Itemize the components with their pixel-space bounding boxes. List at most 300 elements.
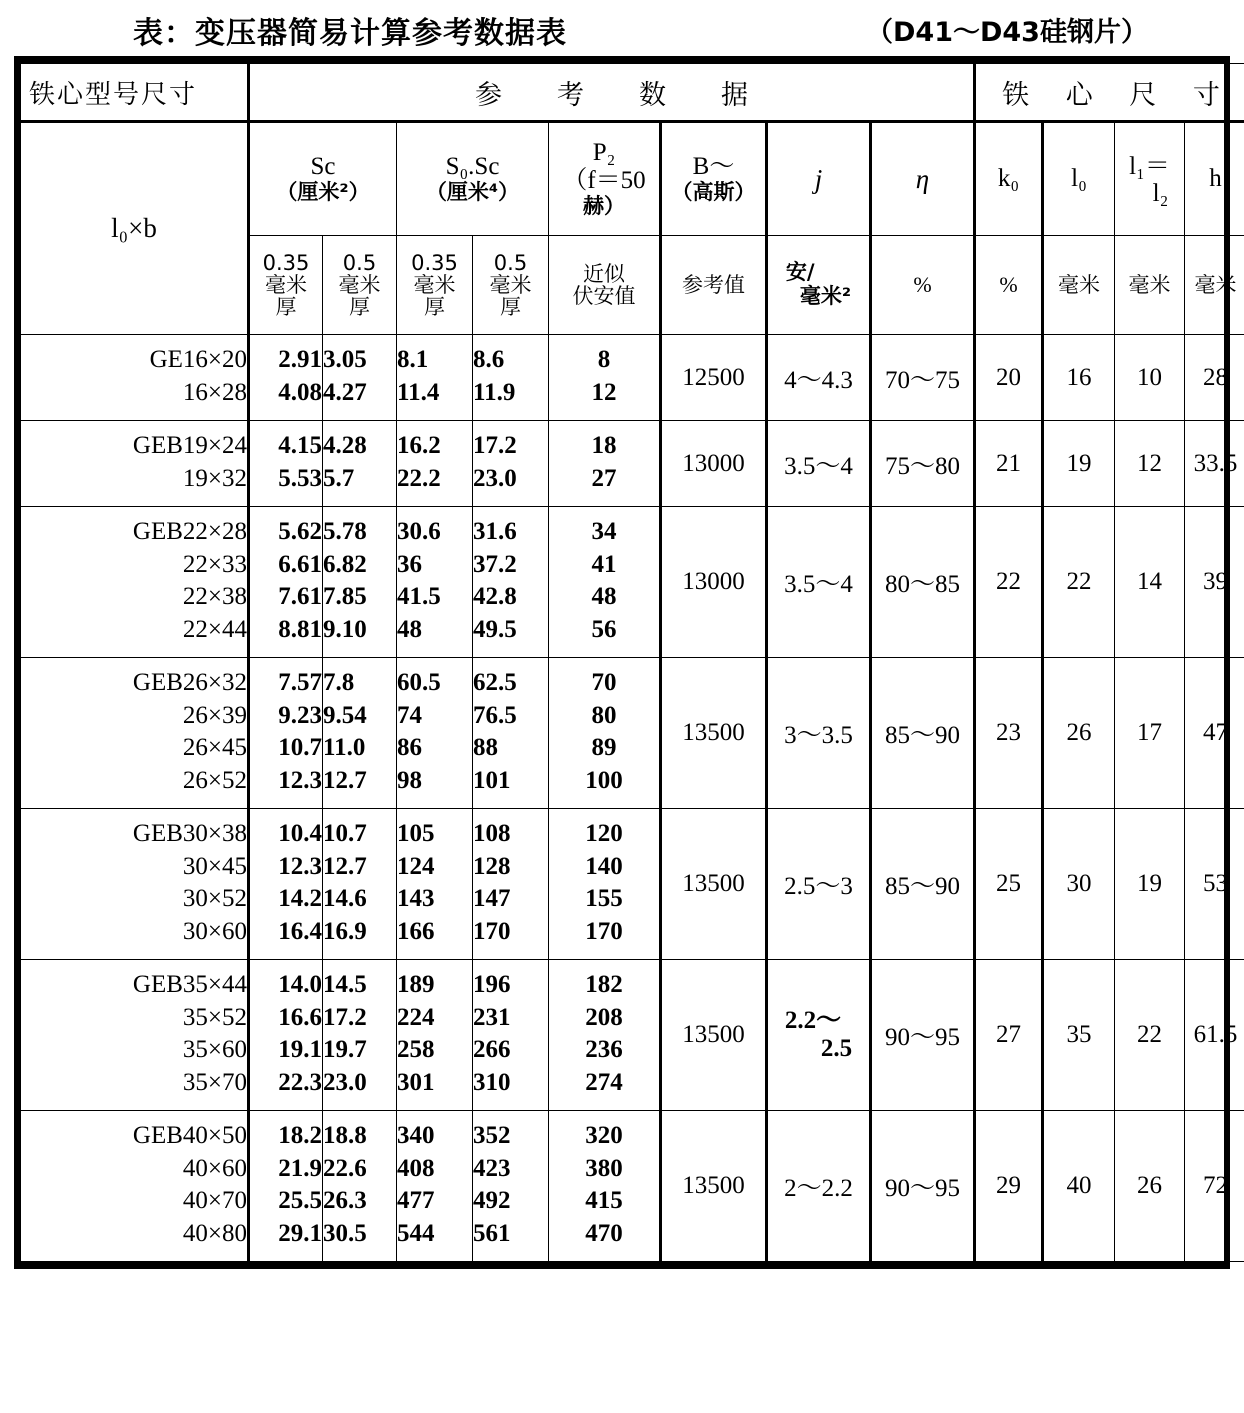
cell-h-dimension: 72	[1185, 1111, 1244, 1262]
cell-s0sc-035	[397, 335, 473, 421]
header-b-flux	[661, 122, 767, 236]
cell-s0sc-05	[473, 809, 549, 960]
table-body	[21, 335, 1244, 1262]
header-symbol-row	[21, 122, 1244, 236]
cell-sc-035-line: 6.61	[278, 550, 322, 578]
header-l1l2-unit: 毫米	[1115, 236, 1185, 335]
cell-p2-va-line: 170	[585, 917, 623, 945]
cell-sc-05-line: 7.85	[323, 583, 367, 610]
cell-sc-05-line: 22.6	[323, 1154, 367, 1182]
cell-model-designation	[21, 809, 249, 960]
table-row	[21, 421, 1244, 507]
cell-sc-035-line: 18.2	[278, 1122, 322, 1149]
cell-sc-035-line: 14.0	[278, 971, 322, 998]
cell-j-current-density: 2～2.2	[767, 1111, 871, 1262]
cell-s0sc-05-line: 76.5	[473, 701, 517, 729]
cell-sc-035-line: 29.1	[278, 1219, 322, 1247]
cell-model-designation	[21, 421, 249, 507]
cell-sc-035-line: 5.53	[278, 464, 322, 492]
cell-l1l2-dimension: 22	[1115, 960, 1185, 1111]
header-eta-efficiency	[871, 122, 975, 236]
cell-l1l2-dimension: 12	[1115, 421, 1185, 507]
cell-sc-05-line: 17.2	[323, 1003, 367, 1031]
header-l0-unit: 毫米	[1043, 236, 1115, 335]
cell-l1l2-dimension: 19	[1115, 809, 1185, 960]
cell-s0sc-035-line: 166	[397, 917, 435, 945]
cell-sc-05-line: 7.8	[323, 669, 355, 696]
cell-sc-035-line: 5.62	[278, 518, 322, 545]
cell-j-current-density: 3.5～4	[767, 421, 871, 507]
cell-l0-dimension: 22	[1043, 507, 1115, 658]
cell-sc-05-line: 19.7	[323, 1036, 367, 1063]
cell-sc-05-line: 30.5	[323, 1219, 367, 1247]
table-row	[21, 809, 1244, 960]
header-s0sc-symbol: S₀.Sc	[445, 153, 500, 181]
header-b-unit: 参考值	[661, 236, 767, 335]
cell-sc-035-line: 10.4	[278, 820, 322, 847]
cell-s0sc-05-line: 196	[473, 971, 511, 998]
model-label: 16×28	[182, 378, 247, 406]
cell-p2-va	[549, 809, 661, 960]
cell-s0sc-05-line: 101	[473, 766, 511, 794]
cell-s0sc-05	[473, 960, 549, 1111]
header-s0sc	[397, 122, 549, 236]
table-row	[21, 960, 1244, 1111]
cell-s0sc-035-line: 301	[397, 1068, 435, 1096]
cell-p2-va-line: 34	[591, 518, 617, 545]
model-label: 26×45	[182, 734, 247, 761]
cell-s0sc-035-line: 11.4	[397, 378, 440, 406]
header-l0-symbol: l₀	[1071, 165, 1087, 192]
header-s0sc-unit: （厘米⁴）	[425, 180, 520, 205]
cell-model-designation	[21, 335, 249, 421]
cell-model-designation	[21, 960, 249, 1111]
header-sc-05-unit: 毫米	[338, 272, 381, 297]
model-label: 22×38	[182, 583, 247, 610]
cell-s0sc-035	[397, 1111, 473, 1262]
cell-s0sc-05	[473, 421, 549, 507]
cell-sc-035	[249, 658, 323, 809]
cell-s0sc-05-line: 492	[473, 1187, 511, 1214]
header-b-unit-gauss: （高斯）	[671, 180, 756, 205]
cell-p2-va	[549, 507, 661, 658]
cell-sc-035-line: 22.3	[278, 1068, 322, 1096]
cell-sc-035-line: 12.3	[278, 766, 322, 794]
cell-s0sc-05-line: 49.5	[473, 615, 517, 643]
cell-b-flux-density: 13000	[661, 421, 767, 507]
title-bar	[0, 0, 1244, 56]
cell-k0-fill-factor: 20	[975, 335, 1043, 421]
cell-p2-va-line: 70	[591, 669, 617, 696]
model-label: GEB22×28	[132, 518, 247, 545]
header-j-current-density	[767, 122, 871, 236]
header-h-symbol: h	[1209, 165, 1222, 192]
header-p2-unit-line2: 伏安值	[572, 284, 636, 308]
header-sc-05-thick-label: 厚	[349, 295, 370, 320]
header-l1l2-dim	[1115, 122, 1185, 236]
cell-p2-va-line: 274	[585, 1068, 623, 1096]
header-k0-fill-factor	[975, 122, 1043, 236]
cell-s0sc-05-line: 108	[473, 820, 511, 847]
cell-j-current-density: 2.5～3	[767, 809, 871, 960]
cell-s0sc-035-line: 22.2	[397, 464, 441, 492]
cell-p2-va-line: 8	[597, 346, 611, 373]
title-subtitle-material: （D41～D43硅钢片）	[866, 17, 1148, 48]
cell-s0sc-035-line: 258	[397, 1036, 435, 1063]
cell-k0-fill-factor: 23	[975, 658, 1043, 809]
header-corner-label: 铁心型号尺寸	[21, 64, 249, 122]
cell-j-current-density-line2: 2.5	[820, 1035, 853, 1062]
cell-sc-035-line: 14.2	[278, 885, 322, 912]
cell-sc-05-line: 26.3	[323, 1187, 367, 1214]
cell-sc-035-line: 10.7	[278, 734, 322, 761]
cell-p2-va	[549, 335, 661, 421]
cell-sc-05-line: 23.0	[323, 1068, 367, 1096]
cell-l1l2-dimension: 17	[1115, 658, 1185, 809]
model-label: 30×52	[182, 885, 247, 912]
cell-p2-va	[549, 960, 661, 1111]
table-row	[21, 658, 1244, 809]
cell-l0-dimension: 19	[1043, 421, 1115, 507]
cell-j-current-density-line1: 2.2～	[784, 1007, 842, 1034]
cell-sc-05-line: 12.7	[323, 852, 367, 880]
header-group-row	[21, 64, 1244, 122]
model-label: 35×60	[182, 1036, 247, 1063]
cell-sc-05	[323, 335, 397, 421]
cell-sc-035-line: 9.23	[278, 701, 322, 729]
cell-p2-va-line: 27	[591, 464, 617, 492]
cell-s0sc-05-line: 11.9	[473, 378, 516, 406]
header-sc-05-value: 0.5	[342, 250, 377, 275]
cell-sc-05-line: 3.05	[323, 346, 367, 373]
cell-sc-05-line: 16.9	[323, 917, 367, 945]
cell-s0sc-035-line: 477	[397, 1187, 435, 1214]
cell-sc-035-line: 16.6	[278, 1003, 322, 1031]
header-s0sc-05-value: 0.5	[493, 250, 528, 275]
cell-s0sc-05-line: 8.6	[473, 346, 505, 373]
cell-s0sc-035	[397, 421, 473, 507]
cell-b-flux-density: 13500	[661, 960, 767, 1111]
cell-h-dimension: 28	[1185, 335, 1244, 421]
cell-s0sc-035-line: 60.5	[397, 669, 441, 696]
cell-l0-dimension: 26	[1043, 658, 1115, 809]
model-label: 26×52	[182, 766, 247, 794]
model-label: 30×45	[182, 852, 247, 880]
cell-k0-fill-factor: 27	[975, 960, 1043, 1111]
model-label: GEB19×24	[132, 432, 247, 459]
cell-l0-dimension: 35	[1043, 960, 1115, 1111]
cell-model-designation	[21, 658, 249, 809]
model-label: 40×70	[182, 1187, 247, 1214]
cell-s0sc-05	[473, 507, 549, 658]
cell-s0sc-035-line: 105	[397, 820, 435, 847]
header-s0sc-035-thick-label: 厚	[424, 295, 445, 320]
header-sc-unit: （厘米²）	[276, 180, 370, 205]
cell-s0sc-05-line: 310	[473, 1068, 511, 1096]
header-s0sc-05-thick-label: 厚	[500, 295, 521, 320]
table-row	[21, 507, 1244, 658]
cell-p2-va-line: 89	[591, 734, 617, 761]
header-l1-symbol: l₁＝	[1129, 152, 1170, 180]
header-j-unit	[767, 236, 871, 335]
cell-model-designation	[21, 507, 249, 658]
cell-sc-035-line: 7.61	[278, 583, 322, 610]
cell-sc-05-line: 5.78	[323, 518, 367, 545]
cell-h-dimension: 39	[1185, 507, 1244, 658]
cell-s0sc-035-line: 30.6	[397, 518, 441, 545]
cell-h-dimension: 33.5	[1185, 421, 1244, 507]
cell-s0sc-035-line: 340	[397, 1122, 435, 1149]
header-b-symbol: B～	[692, 153, 735, 181]
cell-l1l2-dimension: 26	[1115, 1111, 1185, 1262]
cell-s0sc-05-line: 147	[473, 885, 511, 912]
cell-sc-035	[249, 421, 323, 507]
cell-s0sc-035-line: 143	[397, 885, 435, 912]
cell-eta-efficiency: 90～95	[871, 960, 975, 1111]
cell-s0sc-05-line: 23.0	[473, 464, 517, 492]
cell-l0-dimension: 30	[1043, 809, 1115, 960]
cell-s0sc-05-line: 170	[473, 917, 511, 945]
cell-s0sc-05	[473, 1111, 549, 1262]
cell-p2-va	[549, 1111, 661, 1262]
header-s0sc-035-unit: 毫米	[413, 272, 456, 297]
header-k0-symbol: k₀	[997, 165, 1020, 192]
cell-sc-035-line: 21.9	[278, 1154, 322, 1182]
cell-sc-05-line: 6.82	[323, 550, 367, 578]
cell-p2-va-line: 100	[585, 766, 623, 794]
cell-p2-va-line: 470	[585, 1219, 623, 1247]
model-label: GEB40×50	[132, 1122, 247, 1149]
cell-l0-dimension: 16	[1043, 335, 1115, 421]
header-s0sc-05-thickness	[473, 236, 549, 335]
header-l1l2-symbol-group	[1115, 153, 1184, 206]
cell-p2-va-line: 155	[585, 885, 623, 912]
cell-sc-05	[323, 658, 397, 809]
cell-eta-efficiency: 75～80	[871, 421, 975, 507]
cell-s0sc-05	[473, 335, 549, 421]
cell-s0sc-05	[473, 658, 549, 809]
cell-b-flux-density: 13000	[661, 507, 767, 658]
cell-sc-035-line: 16.4	[278, 917, 322, 945]
cell-sc-035	[249, 809, 323, 960]
cell-sc-035-line: 2.91	[278, 346, 322, 373]
model-label: GEB35×44	[132, 971, 247, 998]
cell-s0sc-035-line: 8.1	[397, 346, 429, 373]
cell-sc-05-line: 4.28	[323, 432, 367, 459]
header-l0-dim	[1043, 122, 1115, 236]
header-group-core-dimensions: 铁 心 尺 寸	[975, 64, 1244, 122]
cell-j-current-density: 3.5～4	[767, 507, 871, 658]
cell-p2-va	[549, 658, 661, 809]
cell-s0sc-05-line: 266	[473, 1036, 511, 1063]
cell-s0sc-05-line: 423	[473, 1154, 511, 1182]
cell-s0sc-035-line: 74	[397, 701, 422, 729]
header-row-label-l0xb: l₀×b	[21, 122, 249, 335]
cell-p2-va-line: 140	[585, 852, 623, 880]
cell-sc-05-line: 5.7	[323, 464, 355, 492]
header-sc-035-unit: 毫米	[265, 272, 307, 297]
cell-p2-va-line: 12	[591, 378, 617, 406]
model-label: GEB26×32	[132, 669, 247, 696]
model-label: 22×44	[182, 615, 247, 643]
cell-p2-va-line: 182	[585, 971, 623, 998]
cell-p2-va	[549, 421, 661, 507]
cell-p2-va-line: 48	[591, 583, 617, 610]
header-k0-unit: %	[975, 236, 1043, 335]
cell-p2-va-line: 18	[591, 432, 617, 459]
cell-sc-05	[323, 809, 397, 960]
header-j-unit-group	[786, 261, 851, 308]
cell-sc-05-line: 14.5	[323, 971, 367, 998]
cell-k0-fill-factor: 22	[975, 507, 1043, 658]
cell-k0-fill-factor: 29	[975, 1111, 1043, 1262]
cell-sc-035-line: 8.81	[278, 615, 322, 643]
cell-j-current-density: 3～3.5	[767, 658, 871, 809]
header-eta-unit: %	[871, 236, 975, 335]
cell-p2-va-line: 380	[585, 1154, 623, 1182]
cell-s0sc-035-line: 408	[397, 1154, 435, 1182]
cell-h-dimension: 61.5	[1185, 960, 1244, 1111]
cell-b-flux-density: 13500	[661, 658, 767, 809]
cell-s0sc-05-line: 128	[473, 852, 511, 880]
cell-j-current-density	[767, 960, 871, 1111]
cell-sc-05	[323, 960, 397, 1111]
model-label: 26×39	[182, 701, 247, 729]
header-p2-frequency: （f＝50	[562, 167, 646, 195]
cell-l1l2-dimension: 10	[1115, 335, 1185, 421]
header-j-unit-mm2: 毫米²	[799, 284, 852, 308]
header-sc-05-thickness	[323, 236, 397, 335]
header-h-dim	[1185, 122, 1244, 236]
cell-eta-efficiency: 85～90	[871, 658, 975, 809]
cell-eta-efficiency: 90～95	[871, 1111, 975, 1262]
cell-k0-fill-factor: 21	[975, 421, 1043, 507]
cell-sc-05	[323, 507, 397, 658]
cell-s0sc-035-line: 86	[397, 734, 422, 761]
model-label: GE16×20	[149, 346, 247, 373]
cell-s0sc-035	[397, 658, 473, 809]
cell-s0sc-035-line: 544	[397, 1219, 435, 1247]
cell-s0sc-05-line: 17.2	[473, 432, 517, 459]
cell-sc-035-line: 4.08	[278, 378, 322, 406]
cell-eta-efficiency: 70～75	[871, 335, 975, 421]
cell-s0sc-035-line: 224	[397, 1003, 435, 1031]
cell-b-flux-density: 12500	[661, 335, 767, 421]
cell-eta-efficiency: 80～85	[871, 507, 975, 658]
cell-b-flux-density: 13500	[661, 1111, 767, 1262]
header-s0sc-05-unit: 毫米	[489, 272, 532, 297]
header-sc	[249, 122, 397, 236]
cell-l0-dimension: 40	[1043, 1111, 1115, 1262]
header-p2-symbol: P₂	[592, 139, 616, 167]
cell-sc-035-line: 7.57	[278, 669, 322, 696]
page-title: 表：变压器简易计算参考数据表	[133, 16, 567, 51]
cell-p2-va-line: 80	[591, 701, 617, 729]
cell-s0sc-05-line: 231	[473, 1003, 511, 1031]
cell-p2-va-line: 236	[585, 1036, 623, 1063]
header-p2-unit	[549, 236, 661, 335]
cell-p2-va-line: 41	[591, 550, 617, 578]
cell-eta-efficiency: 85～90	[871, 809, 975, 960]
header-s0sc-035-thickness	[397, 236, 473, 335]
cell-sc-05-line: 18.8	[323, 1122, 367, 1149]
cell-s0sc-05-line: 37.2	[473, 550, 517, 578]
cell-s0sc-035-line: 98	[397, 766, 422, 794]
transformer-reference-table	[20, 63, 1244, 1262]
table-row	[21, 1111, 1244, 1262]
cell-sc-035	[249, 507, 323, 658]
header-eta-symbol: η	[915, 163, 930, 194]
cell-sc-05-line: 9.10	[323, 615, 367, 643]
model-label: 35×52	[182, 1003, 247, 1031]
cell-s0sc-035	[397, 960, 473, 1111]
cell-s0sc-05-line: 88	[473, 734, 498, 761]
cell-j-current-density-wrap	[785, 1007, 852, 1063]
cell-model-designation	[21, 1111, 249, 1262]
header-sc-symbol: Sc	[310, 153, 336, 181]
cell-b-flux-density: 13500	[661, 809, 767, 960]
header-sc-035-thickness	[249, 236, 323, 335]
cell-sc-035-line: 25.5	[278, 1187, 322, 1214]
cell-s0sc-035-line: 41.5	[397, 583, 441, 610]
model-label: 30×60	[182, 917, 247, 945]
cell-s0sc-05-line: 561	[473, 1219, 511, 1247]
cell-s0sc-035-line: 189	[397, 971, 435, 998]
cell-s0sc-035-line: 16.2	[397, 432, 441, 459]
cell-sc-05-line: 10.7	[323, 820, 367, 847]
cell-p2-va-line: 320	[585, 1122, 623, 1149]
header-sc-035-value: 0.35	[262, 250, 310, 275]
header-j-symbol: j	[814, 163, 823, 194]
cell-s0sc-05-line: 42.8	[473, 583, 517, 610]
cell-h-dimension: 53	[1185, 809, 1244, 960]
cell-sc-05	[323, 421, 397, 507]
cell-s0sc-035	[397, 507, 473, 658]
table-row	[21, 335, 1244, 421]
data-table-container	[14, 56, 1238, 1269]
cell-s0sc-035	[397, 809, 473, 960]
cell-s0sc-035-line: 36	[397, 550, 422, 578]
model-label: 40×60	[182, 1154, 247, 1182]
header-j-unit-amp: 安/	[785, 260, 815, 285]
cell-sc-05-line: 9.54	[323, 701, 367, 729]
header-sc-035-thick-label: 厚	[275, 295, 297, 320]
header-s0sc-035-value: 0.35	[411, 250, 458, 275]
header-p2-unit-line1: 近似	[583, 261, 625, 286]
cell-l1l2-dimension: 14	[1115, 507, 1185, 658]
cell-sc-05	[323, 1111, 397, 1262]
cell-sc-05-line: 14.6	[323, 885, 367, 912]
cell-s0sc-05-line: 62.5	[473, 669, 517, 696]
header-h-unit: 毫米	[1185, 236, 1244, 335]
cell-k0-fill-factor: 25	[975, 809, 1043, 960]
model-label: 19×32	[182, 464, 247, 492]
cell-p2-va-line: 208	[585, 1003, 623, 1031]
model-label: 22×33	[182, 550, 247, 578]
header-group-reference-data: 参 考 数 据	[249, 64, 975, 122]
cell-s0sc-05-line: 352	[473, 1122, 511, 1149]
header-p2	[549, 122, 661, 236]
cell-s0sc-05-line: 31.6	[473, 518, 517, 545]
cell-sc-035-line: 19.1	[278, 1036, 322, 1063]
cell-sc-035-line: 12.3	[278, 852, 322, 880]
cell-sc-05-line: 4.27	[323, 378, 367, 406]
cell-h-dimension: 47	[1185, 658, 1244, 809]
model-label: 35×70	[182, 1068, 247, 1096]
cell-sc-05-line: 12.7	[323, 766, 367, 794]
cell-sc-035	[249, 1111, 323, 1262]
cell-s0sc-035-line: 124	[397, 852, 435, 880]
